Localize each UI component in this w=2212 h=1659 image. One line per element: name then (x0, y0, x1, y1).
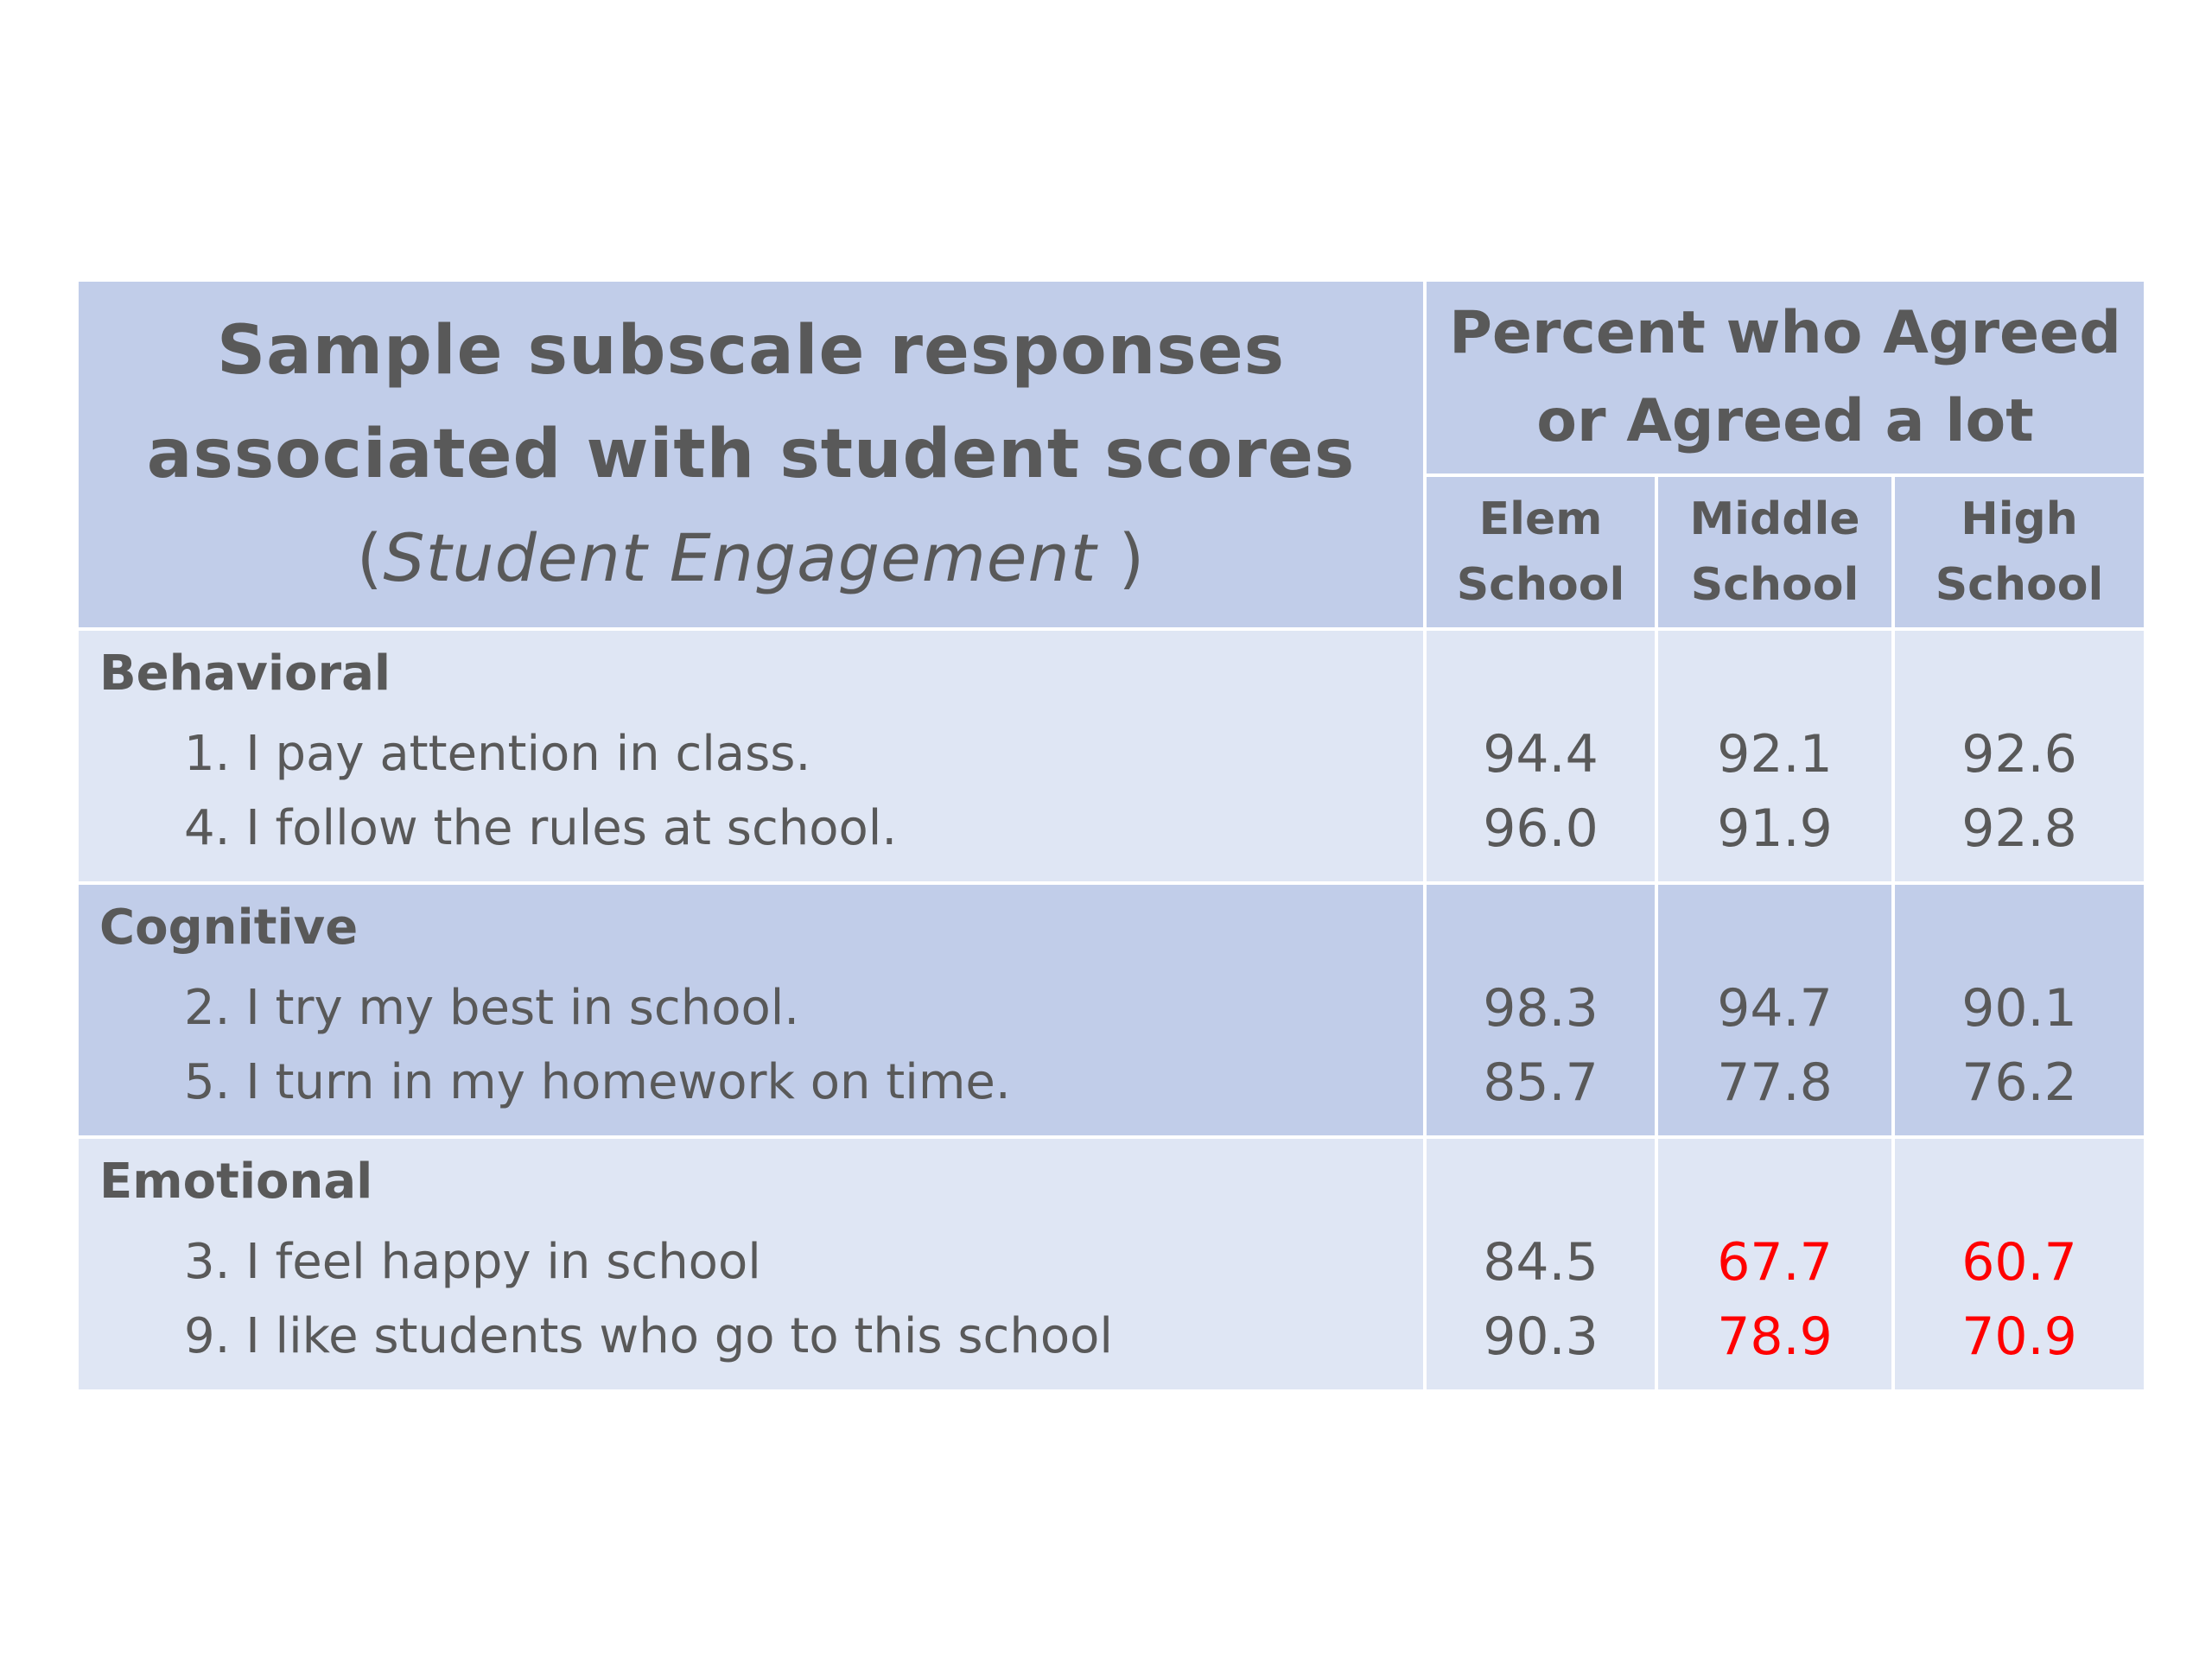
value-cell-high (1893, 883, 2145, 1137)
category-title: Behavioral (99, 645, 391, 702)
value: 94.7 (1717, 978, 1833, 1039)
column-header-line-1: Middle (1689, 493, 1860, 545)
item-label: 1. I pay attention in class. (184, 726, 811, 782)
item-label: 2. I try my best in school. (184, 980, 800, 1036)
subtitle-italic: Student Engagement (383, 519, 1097, 596)
value: 91.9 (1717, 798, 1833, 859)
value: 92.1 (1717, 724, 1833, 785)
column-header-high (1893, 475, 2145, 629)
column-header-line-2: School (1690, 559, 1859, 611)
group-label-cell (77, 629, 1425, 883)
column-header-line-2: School (1935, 559, 2104, 611)
value-highlighted: 70.9 (1961, 1306, 2077, 1367)
value-cell-middle (1656, 629, 1893, 883)
value-highlighted: 67.7 (1717, 1232, 1833, 1293)
group-row-emotional (77, 1137, 2145, 1391)
value: 92.6 (1961, 724, 2077, 785)
group-label-cell (77, 1137, 1425, 1391)
value-cell-elem (1425, 629, 1656, 883)
title-line-1: Sample subscale responses (216, 312, 1286, 390)
column-header-elem (1425, 475, 1656, 629)
column-header-line-1: High (1961, 493, 2078, 545)
item-label: 3. I feel happy in school (184, 1234, 761, 1290)
category-title: Emotional (99, 1154, 373, 1210)
subtitle-close: ) (1096, 519, 1146, 596)
percent-header-line-1: Percent who Agreed (1449, 299, 2121, 367)
value: 85.7 (1483, 1052, 1599, 1113)
value-highlighted: 60.7 (1961, 1232, 2077, 1293)
engagement-table (75, 278, 2147, 1393)
column-header-line-2: School (1456, 559, 1625, 611)
value-cell-middle (1656, 883, 1893, 1137)
value-cell-elem (1425, 883, 1656, 1137)
value: 96.0 (1483, 798, 1599, 859)
item-label: 4. I follow the rules at school. (184, 800, 898, 856)
subtitle-open: ( (356, 519, 384, 596)
value-highlighted: 78.9 (1717, 1306, 1833, 1367)
table-subtitle (79, 506, 1423, 610)
value: 77.8 (1717, 1052, 1833, 1113)
value-cell-high (1893, 1137, 2145, 1391)
percent-header-line-2: or Agreed a lot (1536, 387, 2034, 455)
value-cell-elem (1425, 1137, 1656, 1391)
table-title (77, 280, 1425, 629)
item-label: 9. I like students who go to this school (184, 1308, 1113, 1364)
item-label: 5. I turn in my homework on time. (184, 1054, 1011, 1110)
category-title: Cognitive (99, 899, 359, 956)
value: 76.2 (1961, 1052, 2077, 1113)
header-row-1 (77, 280, 2145, 475)
value: 94.4 (1483, 724, 1599, 785)
group-label-cell (77, 883, 1425, 1137)
value-cell-high (1893, 629, 2145, 883)
value: 90.3 (1483, 1306, 1599, 1367)
value: 98.3 (1483, 978, 1599, 1039)
value-cell-middle (1656, 1137, 1893, 1391)
group-row-behavioral (77, 629, 2145, 883)
column-header-line-1: Elem (1478, 493, 1603, 545)
value: 90.1 (1961, 978, 2077, 1039)
percent-header (1425, 280, 2145, 475)
title-line-2: associated with student scores (146, 416, 1356, 493)
column-header-middle (1656, 475, 1893, 629)
value: 92.8 (1961, 798, 2077, 859)
value: 84.5 (1483, 1232, 1599, 1293)
group-row-cognitive (77, 883, 2145, 1137)
